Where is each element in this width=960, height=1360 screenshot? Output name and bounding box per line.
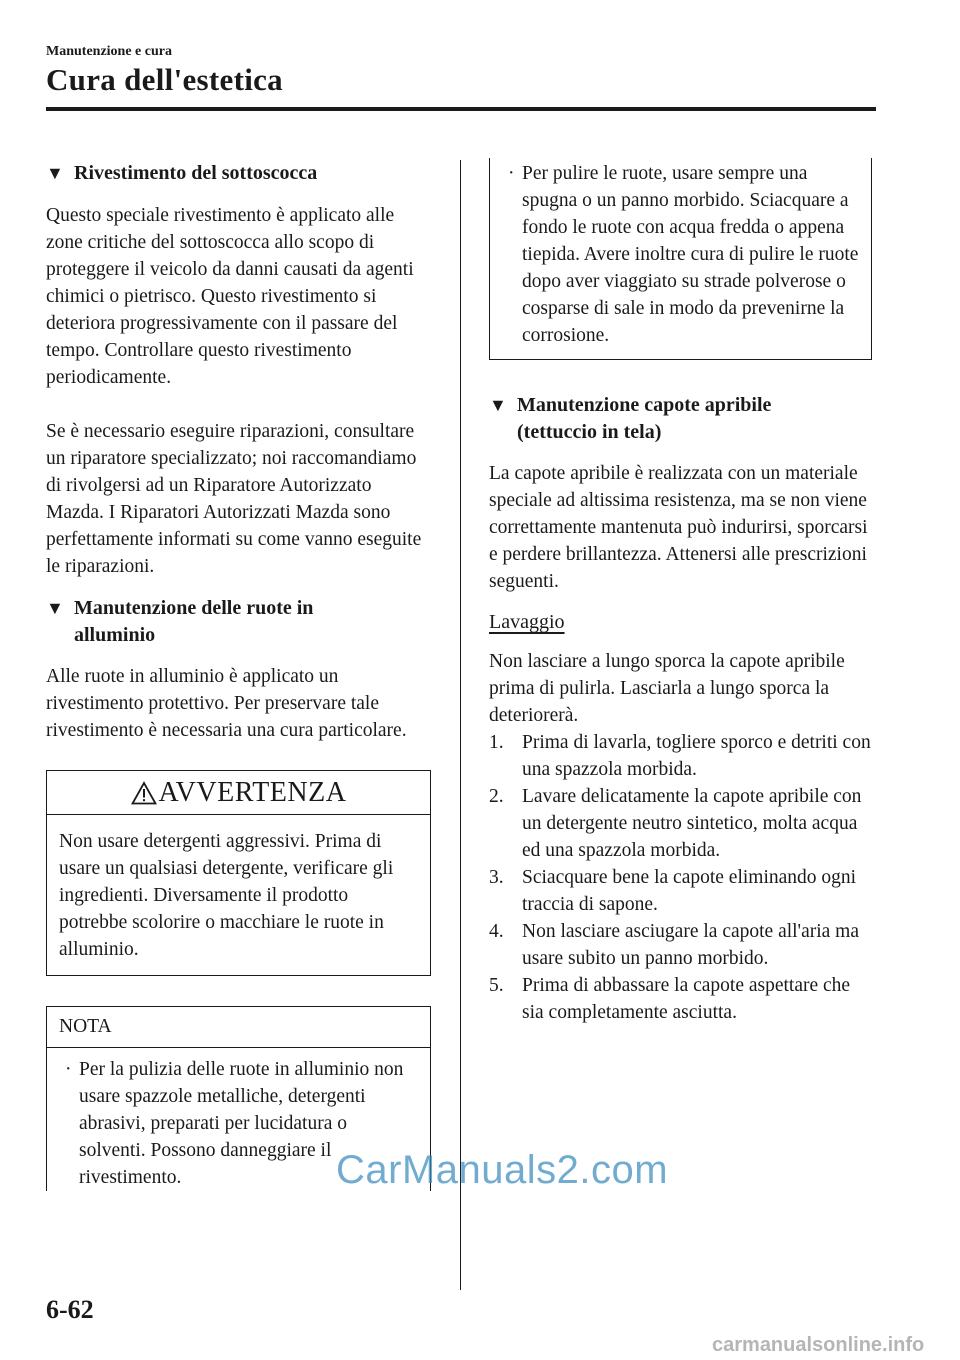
note-box-continued: [489, 158, 872, 360]
note-bullet-2-text: Per pulire le ruote, usare sempre una spugna o un panno morbido. Sciacquare a fondo le ruote con acqua fredda o appena tiepida. Avere inoltre cura di pulire le ruote dopo aver viaggiato su strade polverose o cosparse di sale in modo da prevenirne la corrosione.: [522, 163, 859, 346]
wheels-paragraph: Alle ruote in alluminio è applicato un rivestimento protettivo. Per preservare tale rivestimento è necessaria una cura particolare.: [46, 666, 407, 741]
triangle-down-icon: ▼: [489, 395, 507, 415]
roof-heading-line2: (tettuccio in tela): [517, 421, 662, 443]
washing-intro: Non lasciare a lungo sporca la capote apribile prima di pulirla. Lasciarla a lungo sporca la deteriorerà.: [489, 651, 845, 726]
header-rule: [46, 107, 876, 111]
left-column: [46, 160, 432, 1191]
right-column: [489, 160, 875, 1026]
column-divider: [460, 160, 461, 1290]
warning-label: AVVERTENZA: [158, 776, 347, 808]
underbody-paragraph-2: Se è necessario eseguire riparazioni, consultare un riparatore specializzato; noi raccomandiamo di rivolgersi ad un Riparatore Autorizzato Mazda. I Riparatori Autorizzati Mazda sono perfettamente informati su come vanno eseguite le riparazioni.: [46, 421, 422, 577]
bullet-dot-icon: ·: [508, 163, 515, 184]
roof-heading-line1: Manutenzione capote apribile: [517, 394, 772, 416]
washing-step-3: 3. Sciacquare bene la capote eliminando ogni traccia di sapone.: [489, 867, 857, 915]
roof-heading: [489, 392, 875, 446]
underbody-heading: [46, 160, 432, 187]
triangle-down-icon: ▼: [46, 163, 64, 183]
underbody-heading-text: Rivestimento del sottoscocca: [74, 162, 318, 184]
page-title: Cura dell'estetica: [46, 62, 283, 97]
wheels-heading-line2: alluminio: [74, 624, 156, 646]
underbody-paragraph-1: Questo speciale rivestimento è applicato alle zone critiche del sottoscocca allo scopo di proteggere il veicolo da danni causati da agenti chimici o pietrisco. Questo rivestimento si deteriora progressivamente con il passare del tempo. Controllare questo rivestimento periodicamente.: [46, 205, 414, 388]
roof-paragraph: La capote apribile è realizzata con un materiale speciale ad altissima resistenza, ma se non viene correttamente mantenuta può indurirsi, sporcarsi e perdere brillantezza. Attenersi alle prescrizioni seguenti.: [489, 463, 868, 592]
washing-step-2: 2. Lavare delicatamente la capote apribile con un detergente neutro sintetico, molta acqua ed una spazzola morbida.: [489, 786, 862, 861]
page-number: 6-62: [46, 1295, 94, 1324]
watermark-carmanualsonline: carmanualsonline.info: [712, 1334, 925, 1356]
bullet-dot-icon: ·: [65, 1059, 72, 1080]
washing-step-4: 4. Non lasciare asciugare la capote all'aria ma usare subito un panno morbido.: [489, 921, 859, 969]
warning-triangle-icon: [131, 781, 157, 805]
washing-subheading: Lavaggio: [489, 611, 565, 633]
wheels-heading: [46, 595, 432, 649]
triangle-down-icon: ▼: [46, 598, 64, 618]
warning-text: Non usare detergenti aggressivi. Prima di usare un qualsiasi detergente, verificare gli ingredienti. Diversamente il prodotto potrebbe scolorire o macchiare le ruote in alluminio.: [59, 831, 394, 960]
note-bullet-2: [502, 160, 859, 349]
warning-header: [47, 771, 430, 815]
warning-box: [46, 770, 431, 976]
washing-step-1: 1. Prima di lavarla, togliere sporco e detriti con una spazzola morbida.: [489, 732, 871, 780]
watermark-carmanuals2: CarManuals2.com: [336, 1148, 669, 1192]
section-label: Manutenzione e cura: [46, 44, 172, 59]
note-label: NOTA: [47, 1007, 430, 1048]
washing-step-5: 5. Prima di abbassare la capote aspettare che sia completamente asciutta.: [489, 975, 851, 1023]
wheels-heading-line1: Manutenzione delle ruote in: [74, 597, 314, 619]
note-bullet-1-text: Per la pulizia delle ruote in alluminio non usare spazzole metalliche, detergenti abrasivi, preparati per lucidatura o solventi. Possono danneggiare il rivestimento.: [79, 1059, 404, 1188]
